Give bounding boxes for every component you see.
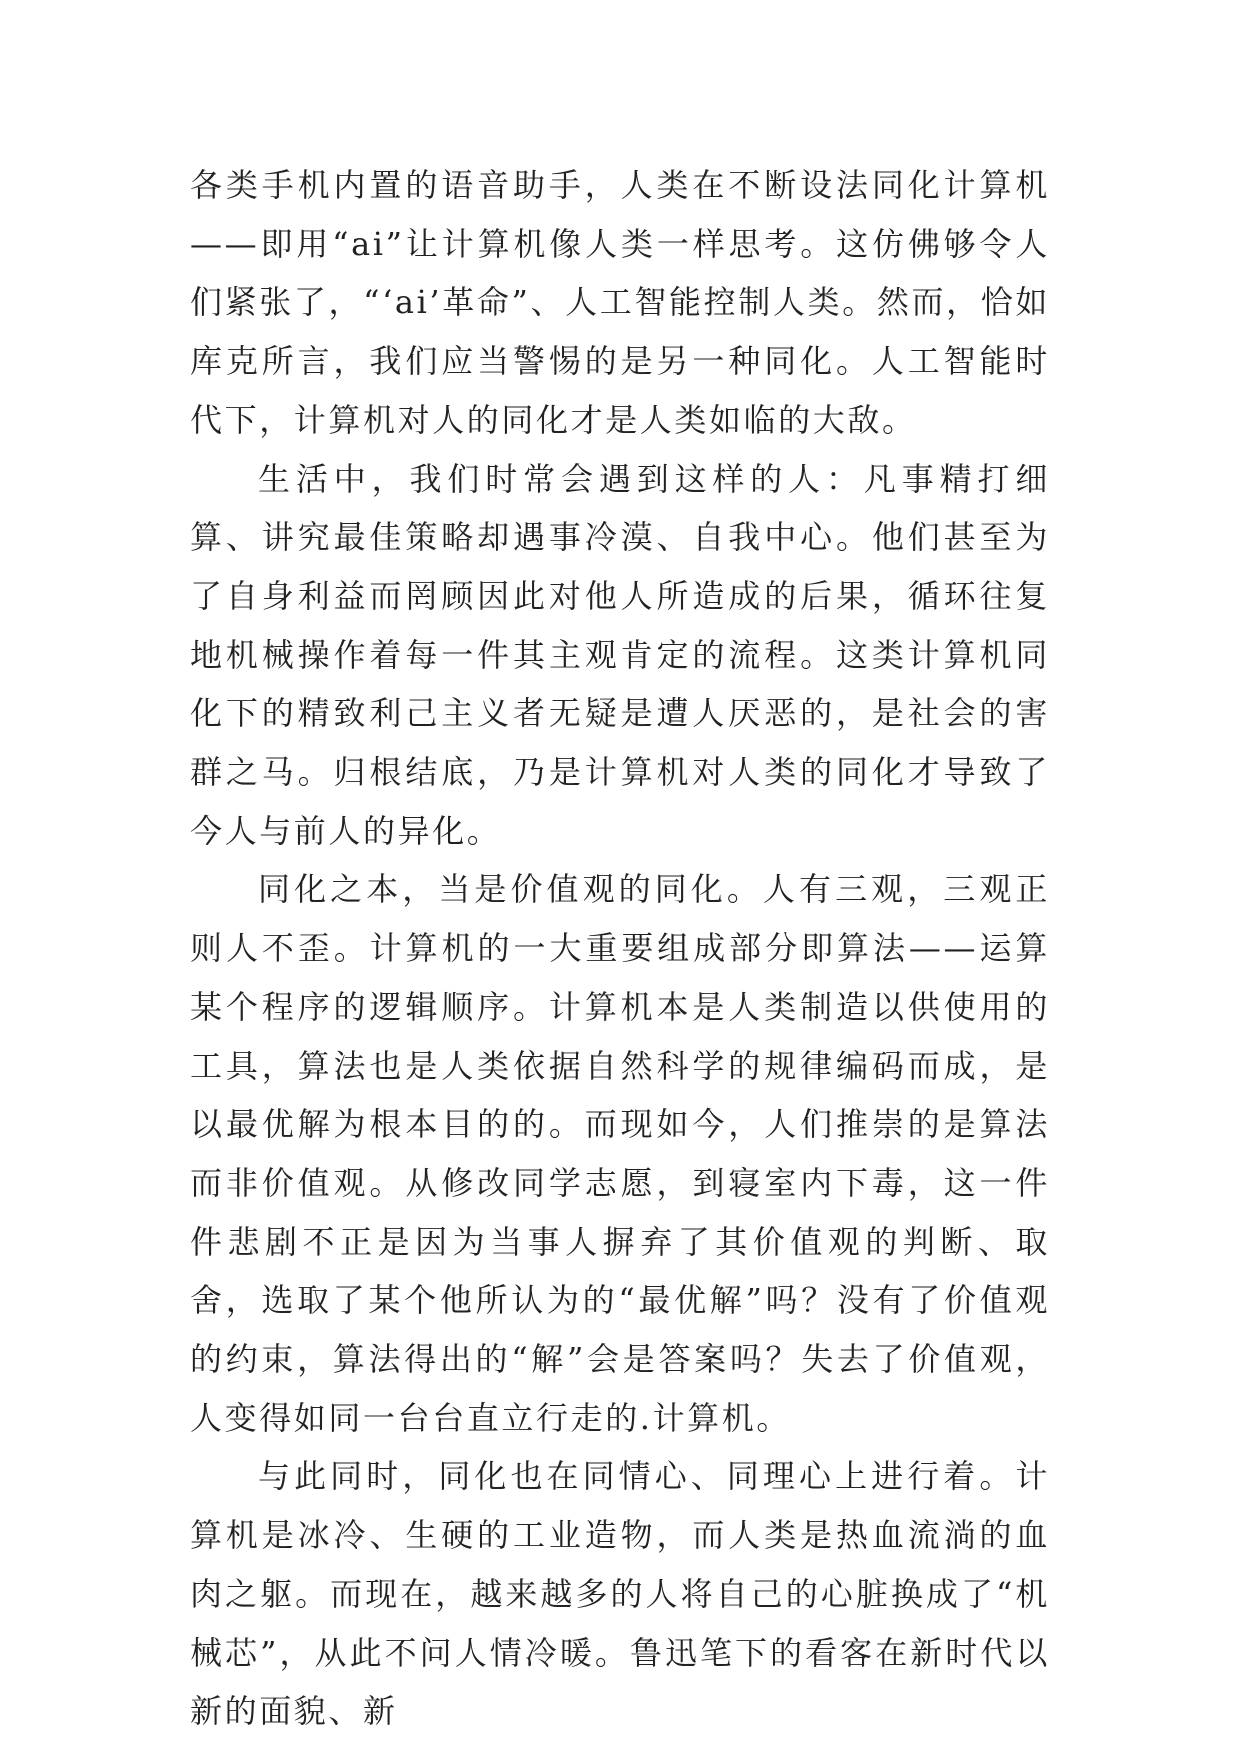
paragraph-3: 同化之本，当是价值观的同化。人有三观，三观正则人不歪。计算机的一大重要组成部分即算法——运算某个程序的逻辑顺序。计算机本是人类制造以供使用的工具，算法也是人类依据自然科学的规律编码而成，是以最优解为根本目的的。而现如今，人们推崇的是算法而非价值观。从修改同学志愿，到寝室内下毒，这一件件悲剧不正是因为当事人摒弃了其价值观的判断、取舍，选取了某个他所认为的“最优解”吗？没有了价值观的约束，算法得出的“解”会是答案吗？失去了价值观，人变得如同一台台直立行走的.计算机。 [190, 870, 1050, 1437]
paragraph-2: 生活中，我们时常会遇到这样的人：凡事精打细算、讲究最佳策略却遇事冷漠、自我中心。他们甚至为了自身利益而罔顾因此对他人所造成的后果，循环往复地机械操作着每一件其主观肯定的流程。这类计算机同化下的精致利己主义者无疑是遭人厌恶的，是社会的害群之马。归根结底，乃是计算机对人类的同化才导致了今人与前人的异化。 [190, 459, 1050, 850]
paragraph-1: 各类手机内置的语音助手，人类在不断设法同化计算机——即用“ai”让计算机像人类一样思考。这仿佛够令人们紧张了，“‘ai’革命”、人工智能控制人类。然而，恰如库克所言，我们应当警惕的是另一种同化。人工智能时代下，计算机对人的同化才是人类如临的大敌。 [190, 166, 1050, 439]
essay-body [190, 156, 1050, 1741]
paragraph-4: 与此同时，同化也在同情心、同理心上进行着。计算机是冰冷、生硬的工业造物，而人类是热血流淌的血肉之躯。而现在，越来越多的人将自己的心脏换成了“机械芯”，从此不问人情冷暖。鲁迅笔下的看客在新时代以新的面貌、新 [190, 1457, 1050, 1731]
